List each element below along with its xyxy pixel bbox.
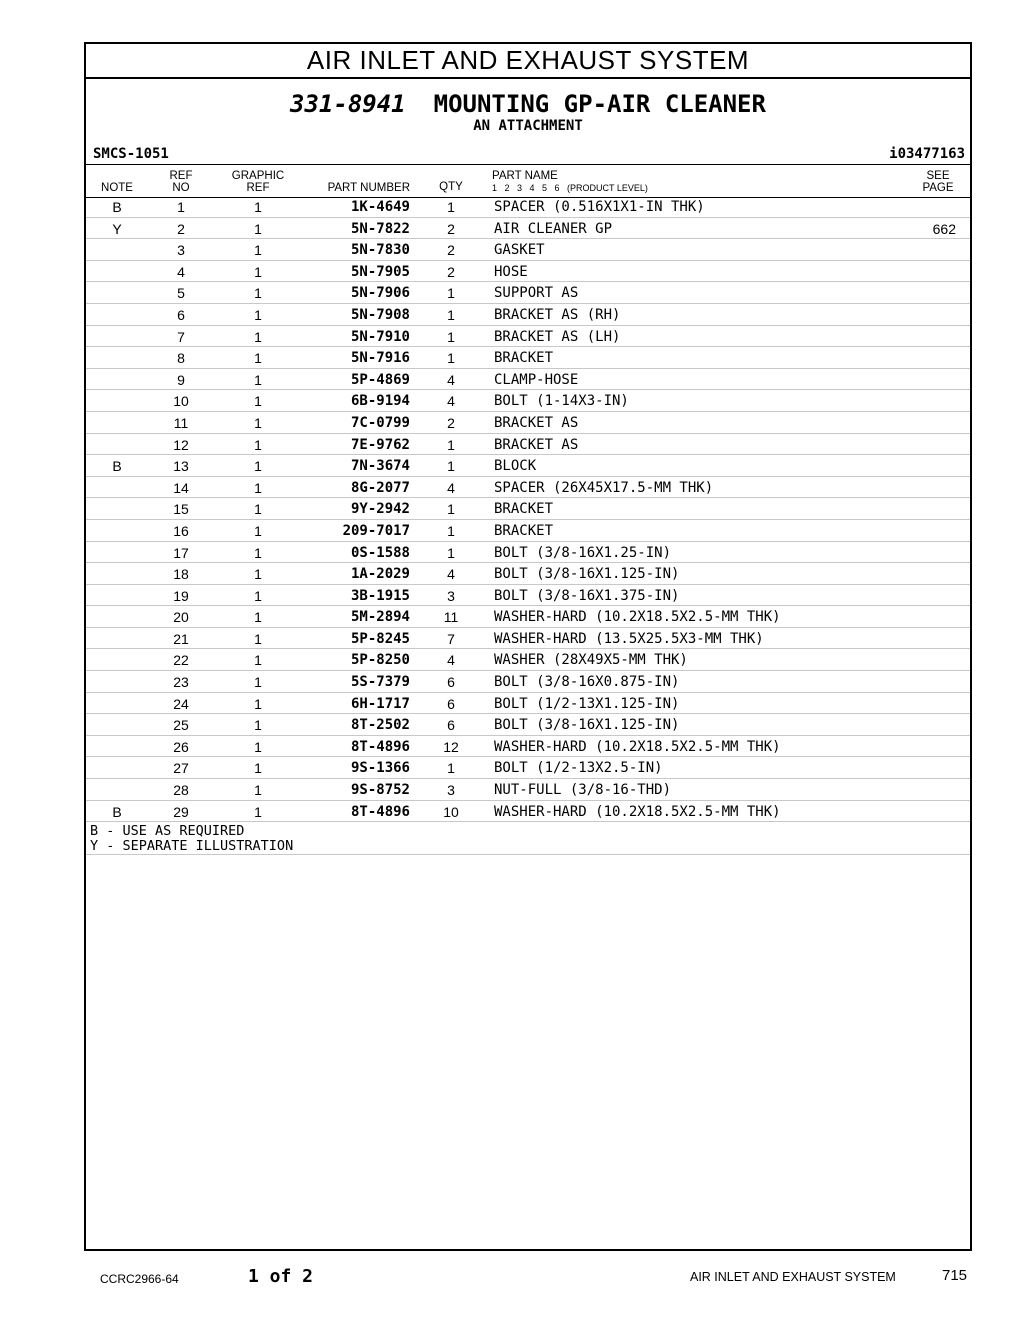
part-number-cell: 5N-7905 — [350, 263, 410, 280]
table-row — [86, 714, 970, 736]
table-row — [86, 304, 970, 326]
qty-cell: 1 — [447, 285, 455, 302]
part-number-cell: 5S-7379 — [350, 674, 410, 691]
ref-no-cell: 28 — [173, 782, 189, 799]
graphic-ref-cell: 1 — [254, 263, 262, 280]
part-name-cell: WASHER-HARD (10.2X18.5X2.5-MM THK) — [494, 738, 781, 755]
part-name-cell: BOLT (1/2-13X2.5-IN) — [494, 760, 663, 777]
qty-cell: 1 — [447, 501, 455, 518]
part-number-cell: 6B-9194 — [350, 393, 410, 410]
note-line: Y - SEPARATE ILLUSTRATION — [90, 838, 294, 855]
graphic-ref-cell: 1 — [254, 328, 262, 345]
page-footer — [0, 1266, 1020, 1290]
table-row — [86, 801, 970, 823]
table-row — [86, 606, 970, 628]
header-ref-line2: NO — [172, 182, 190, 194]
qty-cell: 3 — [447, 782, 455, 799]
part-name-cell: SUPPORT AS — [494, 285, 579, 302]
ref-no-cell: 5 — [177, 285, 185, 302]
parts-table-body — [86, 196, 970, 855]
part-number-cell: 7N-3674 — [350, 458, 410, 475]
qty-cell: 1 — [447, 458, 455, 475]
part-number-cell: 8T-4896 — [350, 738, 410, 755]
part-name-cell: BOLT (1/2-13X1.125-IN) — [494, 695, 680, 712]
qty-cell: 6 — [447, 717, 455, 734]
table-row — [86, 239, 970, 261]
graphic-ref-cell: 1 — [254, 479, 262, 496]
table-row — [86, 649, 970, 671]
part-name-cell: BRACKET AS — [494, 436, 579, 453]
ref-no-cell: 11 — [173, 414, 189, 431]
graphic-ref-cell: 1 — [254, 350, 262, 367]
ref-no-cell: 13 — [173, 458, 189, 475]
qty-cell: 3 — [447, 587, 455, 604]
note-cell: B — [112, 199, 122, 215]
part-name-cell: HOSE — [494, 263, 528, 280]
header-ref-line1: REF — [169, 170, 193, 182]
graphic-ref-cell: 1 — [254, 393, 262, 410]
table-row — [86, 390, 970, 412]
ref-no-cell: 1 — [177, 199, 185, 215]
part-name-cell: BOLT (3/8-16X1.125-IN) — [494, 717, 680, 734]
group-number: 331-8941 — [290, 90, 406, 118]
qty-cell: 1 — [447, 350, 455, 367]
ref-no-cell: 18 — [173, 566, 189, 583]
header-qty: QTY — [439, 181, 463, 193]
graphic-ref-cell: 1 — [254, 630, 262, 647]
qty-cell: 2 — [447, 220, 455, 237]
table-row — [86, 218, 970, 240]
ref-no-cell: 19 — [173, 587, 189, 604]
note-line: B - USE AS REQUIRED — [90, 823, 245, 840]
footer-page-number: 715 — [942, 1267, 968, 1284]
part-name-cell: NUT-FULL (3/8-16-THD) — [494, 782, 672, 799]
qty-cell: 1 — [447, 328, 455, 345]
table-row — [86, 477, 970, 499]
table-row — [86, 671, 970, 693]
part-name-cell: WASHER-HARD (10.2X18.5X2.5-MM THK) — [494, 609, 781, 626]
qty-cell: 2 — [447, 242, 455, 259]
footer-section: AIR INLET AND EXHAUST SYSTEM — [690, 1270, 896, 1284]
ref-no-cell: 6 — [177, 306, 185, 323]
part-number-cell: 5N-7908 — [350, 306, 410, 323]
ref-no-cell: 4 — [177, 263, 185, 280]
part-number-cell: 8T-2502 — [350, 717, 410, 734]
table-row — [86, 434, 970, 456]
header-see-line2: PAGE — [922, 182, 954, 194]
part-number-cell: 1K-4649 — [350, 199, 410, 215]
part-number-cell: 8T-4896 — [350, 803, 410, 820]
graphic-ref-cell: 1 — [254, 458, 262, 475]
header-part-name: PART NAME — [492, 170, 558, 182]
footer-code: CCRC2966-64 — [100, 1272, 179, 1286]
ref-no-cell: 16 — [173, 522, 189, 539]
part-number-cell: 6H-1717 — [350, 695, 410, 712]
graphic-ref-cell: 1 — [254, 760, 262, 777]
qty-cell: 1 — [447, 199, 455, 215]
qty-cell: 6 — [447, 695, 455, 712]
ref-no-cell: 2 — [177, 220, 185, 237]
table-row — [86, 542, 970, 564]
table-row — [86, 779, 970, 801]
section-title: AIR INLET AND EXHAUST SYSTEM — [86, 44, 970, 79]
part-name-cell: BRACKET — [494, 501, 554, 518]
part-number-cell: 5N-7830 — [350, 242, 410, 259]
part-number-cell: 209-7017 — [342, 522, 410, 539]
part-name-cell: BOLT (1-14X3-IN) — [494, 393, 629, 410]
part-number-cell: 8G-2077 — [350, 479, 410, 496]
ref-no-cell: 24 — [173, 695, 189, 712]
graphic-ref-cell: 1 — [254, 220, 262, 237]
parts-page-frame — [84, 42, 972, 1251]
table-row — [86, 693, 970, 715]
part-name-cell: BRACKET — [494, 522, 554, 539]
part-name-cell: WASHER-HARD (13.5X25.5X3-MM THK) — [494, 630, 764, 647]
smcs-code: SMCS-1051 — [93, 146, 169, 162]
graphic-ref-cell: 1 — [254, 242, 262, 259]
part-number-cell: 9S-8752 — [350, 782, 410, 799]
group-title — [86, 90, 970, 118]
table-row — [86, 261, 970, 283]
qty-cell: 6 — [447, 674, 455, 691]
part-number-cell: 5P-4869 — [350, 371, 410, 388]
part-number-cell: 0S-1588 — [350, 544, 410, 561]
table-row — [86, 520, 970, 542]
header-product-level: 1 2 3 4 5 6 (PRODUCT LEVEL) — [492, 183, 648, 193]
ref-no-cell: 20 — [173, 609, 189, 626]
qty-cell: 2 — [447, 414, 455, 431]
table-row — [86, 455, 970, 477]
graphic-ref-cell: 1 — [254, 674, 262, 691]
part-name-cell: WASHER-HARD (10.2X18.5X2.5-MM THK) — [494, 803, 781, 820]
header-graphic-ref-line2: REF — [246, 182, 270, 194]
table-row — [86, 757, 970, 779]
part-name-cell: AIR CLEANER GP — [494, 220, 613, 237]
table-row — [86, 412, 970, 434]
ref-no-cell: 17 — [173, 544, 189, 561]
part-name-cell: SPACER (0.516X1X1-IN THK) — [494, 199, 705, 215]
qty-cell: 1 — [447, 306, 455, 323]
ref-no-cell: 21 — [173, 630, 189, 647]
qty-cell: 1 — [447, 436, 455, 453]
qty-cell: 4 — [447, 566, 455, 583]
table-row — [86, 628, 970, 650]
header-note: NOTE — [101, 182, 133, 194]
ref-no-cell: 25 — [173, 717, 189, 734]
table-row — [86, 282, 970, 304]
header-graphic-ref-line1: GRAPHIC — [231, 170, 285, 182]
part-name-cell: BLOCK — [494, 458, 537, 475]
ref-no-cell: 27 — [173, 760, 189, 777]
ref-no-cell: 10 — [173, 393, 189, 410]
graphic-ref-cell: 1 — [254, 199, 262, 215]
graphic-ref-cell: 1 — [254, 587, 262, 604]
graphic-ref-cell: 1 — [254, 414, 262, 431]
part-number-cell: 7E-9762 — [350, 436, 410, 453]
table-row — [86, 585, 970, 607]
table-notes — [86, 822, 970, 855]
table-row — [86, 347, 970, 369]
table-row — [86, 563, 970, 585]
table-row — [86, 326, 970, 348]
header-see-line1: SEE — [926, 170, 950, 182]
note-cell: B — [112, 458, 122, 475]
part-number-cell: 3B-1915 — [350, 587, 410, 604]
qty-cell: 2 — [447, 263, 455, 280]
part-number-cell: 5P-8245 — [350, 630, 410, 647]
qty-cell: 4 — [447, 393, 455, 410]
graphic-ref-cell: 1 — [254, 436, 262, 453]
ref-no-cell: 8 — [177, 350, 185, 367]
qty-cell: 7 — [447, 630, 455, 647]
ref-no-cell: 29 — [173, 803, 189, 820]
note-cell: B — [112, 803, 122, 820]
header-part-number: PART NUMBER — [327, 182, 410, 194]
qty-cell: 1 — [447, 522, 455, 539]
part-name-cell: BOLT (3/8-16X1.125-IN) — [494, 566, 680, 583]
ref-no-cell: 12 — [173, 436, 189, 453]
document-id: i03477163 — [889, 146, 965, 162]
qty-cell: 1 — [447, 760, 455, 777]
ref-no-cell: 14 — [173, 479, 189, 496]
part-name-cell: BOLT (3/8-16X0.875-IN) — [494, 674, 680, 691]
part-name-cell: BRACKET AS — [494, 414, 579, 431]
part-number-cell: 1A-2029 — [350, 566, 410, 583]
part-name-cell: BRACKET AS (LH) — [494, 328, 621, 345]
footer-page-count: 1 of 2 — [248, 1266, 314, 1287]
table-row — [86, 498, 970, 520]
part-name-cell: BOLT (3/8-16X1.375-IN) — [494, 587, 680, 604]
graphic-ref-cell: 1 — [254, 285, 262, 302]
qty-cell: 10 — [443, 803, 459, 820]
part-name-cell: WASHER (28X49X5-MM THK) — [494, 652, 688, 669]
part-number-cell: 9Y-2942 — [350, 501, 410, 518]
part-number-cell: 9S-1366 — [350, 760, 410, 777]
graphic-ref-cell: 1 — [254, 717, 262, 734]
part-name-cell: BRACKET — [494, 350, 554, 367]
part-number-cell: 5N-7906 — [350, 285, 410, 302]
note-cell: Y — [112, 220, 122, 237]
ref-no-cell: 9 — [177, 371, 185, 388]
ref-no-cell: 15 — [173, 501, 189, 518]
part-name-cell: GASKET — [494, 242, 545, 259]
part-number-cell: 5N-7910 — [350, 328, 410, 345]
ref-no-cell: 7 — [177, 328, 185, 345]
graphic-ref-cell: 1 — [254, 501, 262, 518]
qty-cell: 1 — [447, 544, 455, 561]
graphic-ref-cell: 1 — [254, 803, 262, 820]
ref-no-cell: 3 — [177, 242, 185, 259]
part-number-cell: 5N-7916 — [350, 350, 410, 367]
qty-cell: 12 — [443, 738, 459, 755]
ref-no-cell: 26 — [173, 738, 189, 755]
part-number-cell: 5N-7822 — [350, 220, 410, 237]
group-name: MOUNTING GP-AIR CLEANER — [433, 90, 766, 118]
table-row — [86, 196, 970, 218]
table-row — [86, 369, 970, 391]
ref-no-cell: 22 — [173, 652, 189, 669]
qty-cell: 4 — [447, 479, 455, 496]
graphic-ref-cell: 1 — [254, 371, 262, 388]
part-number-cell: 7C-0799 — [350, 414, 410, 431]
qty-cell: 4 — [447, 371, 455, 388]
graphic-ref-cell: 1 — [254, 782, 262, 799]
qty-cell: 11 — [443, 609, 459, 626]
group-subtitle: AN ATTACHMENT — [473, 118, 583, 134]
graphic-ref-cell: 1 — [254, 609, 262, 626]
graphic-ref-cell: 1 — [254, 695, 262, 712]
graphic-ref-cell: 1 — [254, 652, 262, 669]
graphic-ref-cell: 1 — [254, 738, 262, 755]
part-number-cell: 5P-8250 — [350, 652, 410, 669]
graphic-ref-cell: 1 — [254, 306, 262, 323]
see-page-cell: 662 — [932, 220, 956, 237]
part-name-cell: CLAMP-HOSE — [494, 371, 579, 388]
part-number-cell: 5M-2894 — [350, 609, 410, 626]
part-name-cell: SPACER (26X45X17.5-MM THK) — [494, 479, 714, 496]
table-header — [86, 164, 970, 198]
graphic-ref-cell: 1 — [254, 566, 262, 583]
graphic-ref-cell: 1 — [254, 544, 262, 561]
qty-cell: 4 — [447, 652, 455, 669]
ref-no-cell: 23 — [173, 674, 189, 691]
part-name-cell: BRACKET AS (RH) — [494, 306, 621, 323]
part-name-cell: BOLT (3/8-16X1.25-IN) — [494, 544, 672, 561]
table-row — [86, 736, 970, 758]
graphic-ref-cell: 1 — [254, 522, 262, 539]
